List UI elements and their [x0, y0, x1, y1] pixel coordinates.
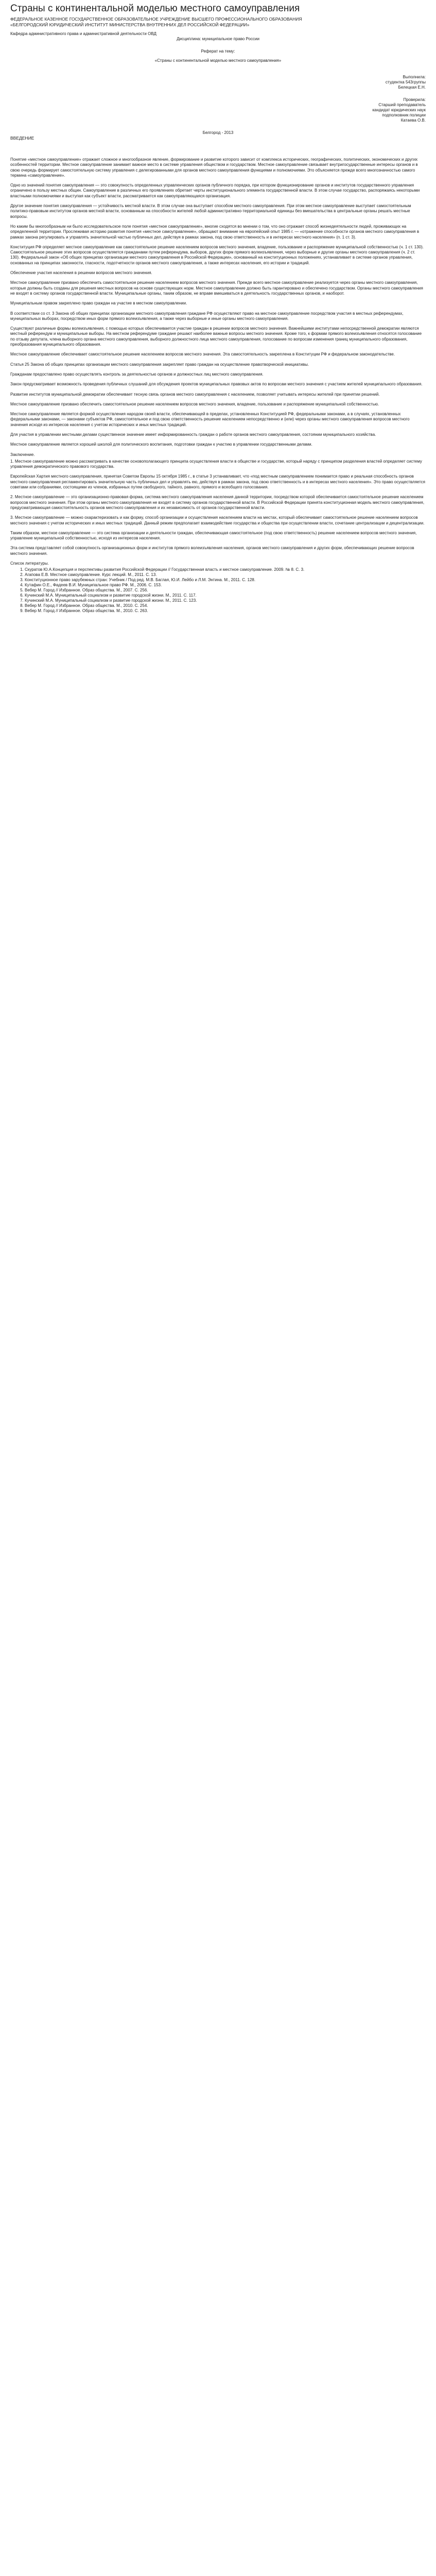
- reviewer-line: Проверила:: [403, 97, 426, 102]
- author-line: студентка 543группы: [385, 80, 426, 84]
- paragraph: Конституция РФ определяет местное самоуправление как самостоятельное решение населением вопросов местного значения, владение, пользование и распоряжение муниципальной собственностью (ч. 1 ст. 130). Самостоятельное решение этих вопросов осуществляется гражданами путем референдума, выборов, других форм прямого волеизъявления, через выборные и другие органы местного самоуправления (ч. 2 ст. 130). Федеральный закон «Об общих принципах организации местного самоуправления в Российской Федерации», основанный на конституционных положениях, устанавливает в системе органов управления, основанных на принципах законности, гласности, подотчетности органов местного самоуправления, а также интересах населения, его истории и традиций.: [10, 244, 424, 265]
- paragraph: 1. Местное самоуправление можно рассматривать в качестве основополагающего принципа осуществления власти в обществе и государстве, который наряду с принципом разделения властей определяет систему управления демократического правового государства.: [10, 459, 422, 469]
- reference-item: 6. Кучинский М.А. Муниципальный социализм и развитие городской жизни. М., 2011. С. 117.: [25, 593, 426, 598]
- city-year: Белгород - 2013: [202, 130, 234, 135]
- conclusion-heading: Заключение.: [10, 452, 35, 457]
- paragraph: В соответствии со ст. 3 Закона об общих принципах организации местного самоуправления граждане РФ осуществляют право на местное самоуправление посредством участия в местных референдумах, муниципальных выборах, посредством иных форм прямого волеизъявления, а также через выборные и иные органы местного самоуправления.: [10, 311, 404, 321]
- organization-line: «БЕЛГОРОДСКИЙ ЮРИДИЧЕСКИЙ ИНСТИТУТ МИНИСТЕРСТВА ВНУТРЕННИХ ДЕЛ РОССИЙСКОЙ ФЕДЕРАЦИИ»: [10, 22, 250, 27]
- reference-item: 4. Кутафин О.Е., Фадеев В.И. Муниципальное право РФ. М., 2006. С. 153.: [25, 583, 426, 588]
- paragraph: Для участия в управлении местными делами существенное значение имеет информированность граждан о работе органов местного самоуправления, состоянии муниципального хозяйства.: [10, 432, 376, 437]
- paragraph: Одно из значений понятия самоуправления — это совокупность определенных управленческих органов публичного порядка, при котором функционирование органов и институтов государственного управления ограничено в пользу местных общин. Самоуправление в различных его проявлениях обретает черты институционального элемента государственной власти. В этом случае государство, распоряжаясь некоторыми властными полномочиями и выступая как субъект власти, рассматривается как самоуправляющаяся организация.: [10, 183, 420, 198]
- paragraph: Местное самоуправление является хорошей школой для политического воспитания, подготовки граждан к участию в управлении государственными делами.: [10, 442, 312, 447]
- paragraph: Другое значение понятия самоуправления — устойчивость местной власти. В этом случае она выступает способом местного самоуправления. При этом местное самоуправление выступает самостоятельным политико-правовым институтом органов местной власти, основанным на способности жителей любой административно-территориальной единицы без вмешательства в центральные органы решать местные вопросы.: [10, 204, 411, 219]
- paragraph: Эта система представляет собой совокупность организационных форм и институтов прямого волеизъявления населения, органов местного самоуправления и других форм, обеспечивающих решение вопросов местного значения.: [10, 546, 414, 556]
- reference-item: 2. Агапова Е.В. Местное самоуправление. Курс лекций. М., 2011. С. 13.: [25, 572, 426, 578]
- reference-item: 1. Скуратов Ю.А.Концепция и перспективы развития Российской Федерации // Государственная власть и местное самоуправление. 2009. № 8. С. 3.: [25, 567, 426, 572]
- paragraph: Муниципальным правом закреплено право граждан на участие в местном самоуправлении.: [10, 301, 187, 306]
- reviewer-line: кандидат юридических наук: [372, 108, 426, 112]
- body-text: [10, 157, 426, 556]
- paragraph: Развитие институтов муниципальной демократии обеспечивает тесную связь органов местного самоуправления с населением, позволяет учитывать интересы жителей при принятии решений.: [10, 392, 380, 397]
- paragraph: Понятие «местное самоуправление» отражает сложное и многообразное явление, формирование и развитие которого зависит от комплекса исторических, географических, политических, экономических и других особенностей территории. Местное самоуправление занимает важное место в системе управления обществом и государством. Местное самоуправление связывает внутригосударственные интересы органов и в свою очередь формирует самостоятельную систему управления с делегированными для органов местного самоуправления функциями и полномочиями. Это объясняется прежде всего многозначностью самого термина «самоуправление».: [10, 157, 418, 178]
- reviewer-line: подполковник полиции: [382, 113, 426, 117]
- organization-line: ФЕДЕРАЛЬНОЕ КАЗЕННОЕ ГОСУДАРСТВЕННОЕ ОБРАЗОВАТЕЛЬНОЕ УЧРЕЖДЕНИЕ ВЫСШЕГО ПРОФЕССИОНАЛЬНОГО ОБРАЗОВАНИЯ: [10, 16, 302, 22]
- reference-item: 5. Вебер М. Город // Избранное. Образ общества. М., 2007. С. 256.: [25, 588, 426, 593]
- paragraph: 2. Местное самоуправление — это организационно-правовая форма, система местного самоуправления населения данной территории, посредством которой обеспечивается самостоятельное решение населением вопросов местного значения. При этом органы местного самоуправления не входят в систему органов государственной власти. В Российской Федерации принята конституционная модель местного самоуправления, предусматривающая самостоятельность органов местного самоуправления и их независимость от органов государственной власти.: [10, 495, 425, 510]
- paragraph: Местное самоуправление является формой осуществления народом своей власти, обеспечивающей в пределах, установленных Конституцией РФ, федеральными законами, а в случаях, установленных федеральными законами, — законами субъектов РФ, самостоятельное и под свою ответственность решение населением непосредственно и (или) через органы местного самоуправления вопросов местного значения исходя из интересов населения с учетом исторических и иных местных традиций.: [10, 412, 410, 427]
- document-title: Страны с континентальной моделью местного самоуправления: [10, 3, 300, 14]
- author-line: Белецкая Е.Н.: [398, 85, 426, 90]
- author-block: [10, 75, 426, 90]
- reviewer-block: [10, 97, 426, 123]
- introduction-heading: ВВЕДЕНИЕ: [10, 135, 34, 141]
- reference-item: 9. Вебер М. Город // Избранное. Образ общества. М., 2010. С. 263.: [25, 608, 426, 614]
- reviewer-line: Катаева О.В.: [400, 118, 426, 123]
- paragraph: Европейская Хартия местного самоуправления, принятая Советом Европы 15 октября 1985 г., в статье 3 устанавливает, что «под местным самоуправлением понимается право и реальная способность органов местного самоуправления регламентировать значительную часть публичных дел и управлять ею, действуя в рамках закона, под свою ответственность и в интересах местного населения». Это право осуществляется советами или собраниями, состоящими из членов, избранных путем свободного, тайного, равного, прямого и всеобщего голосования.: [10, 474, 425, 490]
- paragraph: Гражданам предоставлено право осуществлять контроль за деятельностью органов и должностных лиц местного самоуправления.: [10, 371, 264, 377]
- paragraph: Но каким бы многообразным ни было исследовательское поле понятия «местное самоуправление», многие сходятся во мнении о том, что оно отражает способ жизнедеятельности людей, проживающих на определенной территории. Прослеживая историю развития понятия «местное самоуправление», обращают внимание на европейский опыт 1985 г. — «отражение способности органов местного самоуправления в рамках закона регулировать и управлять значительной частью публичных дел, действуя в рамках закона, под свою ответственность и в интересах местного населения» (п. 1 ст. 3).: [10, 224, 420, 240]
- paragraph: Существуют различные формы волеизъявления, с помощью которых обеспечивается участие граждан в решении вопросов местного значения. Важнейшими институтами непосредственной демократии являются местный референдум и муниципальные выборы. На местном референдуме граждане решают наиболее важные вопросы местного значения. Кроме того, к формам прямого волеизъявления относятся голосование по отзыву депутата, члена выборного органа местного самоуправления, выборного должностного лица местного самоуправления, голосование по вопросам изменения границ муниципального образования, преобразования муниципального образования.: [10, 326, 422, 347]
- paragraph: Таким образом, местное самоуправление — это система организации и деятельности граждан, обеспечивающая самостоятельное (под свою ответственность) решение населением вопросов местного значения, управление муниципальной собственностью, исходя из интересов населения.: [10, 530, 417, 541]
- topic-line: «Страны с континентальной моделью местного самоуправления»: [154, 58, 282, 63]
- work-type-line: Реферат на тему:: [201, 49, 235, 54]
- discipline-line: Дисциплина: муниципальное право России: [177, 37, 259, 41]
- paragraph: Статья 25 Закона об общих принципах организации местного самоуправления закрепляет право граждан на осуществление правотворческой инициативы.: [10, 362, 309, 367]
- reference-item: 7. Кучинский М.А. Муниципальный социализм и развитие городской жизни. М., 2011. С. 123.: [25, 598, 426, 603]
- author-line: Выполнила:: [403, 75, 426, 79]
- paragraph: Местное самоуправление призвано обеспечить самостоятельное решение населением вопросов местного значения. Прежде всего местное самоуправление реализуется через органы местного самоуправления, которые должны быть созданы для решения местных вопросов на основе существующих норм. Местное самоуправление должно быть гарантировано и обеспечено государством. Органы местного самоуправления не входят в систему органов государственной власти. Муниципальные органы, таким образом, не вправе вмешиваться в деятельность государственных органов, и наоборот.: [10, 280, 423, 296]
- references-list: [10, 567, 426, 614]
- paragraph: Местное самоуправление призвано обеспечить самостоятельное решение населением вопросов местного значения, владение, пользование и распоряжение муниципальной собственностью.: [10, 401, 379, 406]
- reference-item: 3. Конституционное право зарубежных стран: Учебник / Под ред. М.В. Баглая, Ю.И. Лейбо и Л.М. Энтина. М., 2011. С. 128.: [25, 578, 426, 583]
- paragraph: 3. Местное самоуправление — можно охарактеризовать и как форму, способ организации и осуществления населением власти на местах, который обеспечивает самостоятельное решение населением вопросов местного значения с учетом исторических и иных местных традиций. Данный режим предполагает взаимодействие государства и общества при осуществлении власти, сочетание централизации и децентрализации.: [10, 515, 425, 526]
- paragraph: Обеспечение участия населения в решении вопросов местного значения.: [10, 270, 152, 276]
- references-heading: Список литературы.: [10, 561, 49, 566]
- paragraph: Закон предусматривает возможность проведения публичных слушаний для обсуждения проектов муниципальных правовых актов по вопросам местного значения с участием жителей муниципального образования.: [10, 382, 423, 387]
- reference-item: 8. Вебер М. Город // Избранное. Образ общества. М., 2010. С. 254.: [25, 603, 426, 608]
- reviewer-line: Старший преподаватель: [378, 103, 426, 107]
- paragraph: Местное самоуправление обеспечивает самостоятельное решение населением вопросов местного значения. Эта самостоятельность закреплена в Конституции РФ и федеральном законодательстве.: [10, 352, 395, 357]
- department-line: Кафедра административного права и административной деятельности ОВД: [10, 31, 156, 36]
